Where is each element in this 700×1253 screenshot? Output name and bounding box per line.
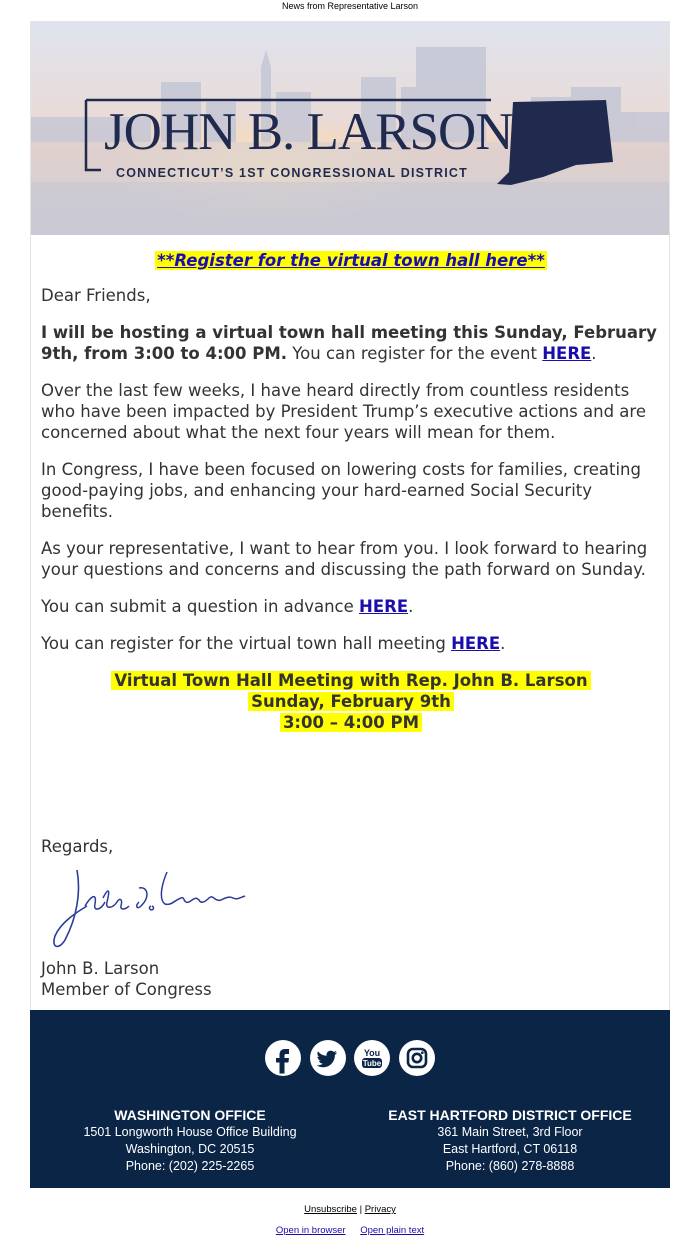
signature-image (47, 862, 247, 954)
twitter-icon[interactable] (310, 1040, 346, 1076)
paragraph-congress: In Congress, I have been focused on lowering costs for families, creating good-paying jobs, and enhancing your hard-earned Social Security benefits. (41, 460, 641, 521)
washington-office-address-2: Washington, DC 20515 (125, 1142, 255, 1156)
signer-name: John B. Larson (41, 959, 160, 978)
preheader-text: News from Representative Larson (281, 1, 419, 11)
greeting: Dear Friends, (41, 286, 151, 305)
unsubscribe-link[interactable]: Unsubscribe (304, 1204, 357, 1215)
register-event-link[interactable]: HERE (542, 344, 592, 363)
footer-links-row-1 (0, 1204, 700, 1215)
footer-links-row-2 (0, 1225, 700, 1236)
event-time: 3:00 – 4:00 PM (280, 713, 422, 732)
paragraph-submit-question (41, 596, 661, 617)
facebook-icon[interactable] (265, 1040, 301, 1076)
signer-block (41, 958, 212, 1000)
footer (30, 1010, 670, 1188)
instagram-icon[interactable] (399, 1040, 435, 1076)
event-title: Virtual Town Hall Meeting with Rep. John B. Larson (111, 671, 590, 690)
regards: Regards, (41, 837, 114, 856)
paragraph-residents: Over the last few weeks, I have heard directly from countless residents who have been impacted by President Trump’s executive actions and are concerned about what the next four years will mean for them. (41, 381, 646, 442)
event-date: Sunday, February 9th (248, 692, 454, 711)
email-body (41, 250, 661, 999)
links-separator: | (356, 1204, 365, 1215)
banner-title: JOHN B. LARSON (104, 103, 513, 161)
email-card (30, 21, 670, 1011)
register-end: . (500, 634, 506, 653)
submit-question-text: You can submit a question in advance (41, 597, 360, 616)
east-hartford-office-title: EAST HARTFORD DISTRICT OFFICE (388, 1107, 632, 1123)
paragraph-announcement (41, 322, 661, 364)
register-meeting-link[interactable]: HERE (451, 634, 501, 653)
east-hartford-office (360, 1107, 660, 1175)
svg-text:Tube: Tube (362, 1059, 382, 1068)
event-details (41, 670, 661, 733)
washington-office-phone: Phone: (202) 225-2265 (125, 1159, 255, 1173)
register-text: You can register for the virtual town hall meeting (41, 634, 452, 653)
washington-office-address-1: 1501 Longworth House Office Building (83, 1125, 297, 1139)
signer-title: Member of Congress (41, 980, 212, 999)
submit-question-end: . (408, 597, 414, 616)
youtube-icon[interactable] (354, 1040, 390, 1076)
open-plain-text-link[interactable]: Open plain text (360, 1225, 425, 1236)
east-hartford-office-address-1: 361 Main Street, 3rd Floor (437, 1125, 583, 1139)
east-hartford-office-phone: Phone: (860) 278-8888 (445, 1159, 575, 1173)
social-links (30, 1040, 670, 1076)
banner-subtitle: CONNECTICUT’S 1ST CONGRESSIONAL DISTRICT (116, 166, 468, 180)
svg-text:You: You (364, 1048, 381, 1058)
open-in-browser-link[interactable]: Open in browser (275, 1225, 346, 1236)
privacy-link[interactable]: Privacy (364, 1204, 396, 1215)
announcement-bold: I will be hosting a virtual town hall meeting this Sunday, February 9th, from 3:00 to 4:00 PM. (41, 323, 657, 363)
header-banner (31, 22, 669, 235)
washington-office (40, 1107, 340, 1175)
register-link[interactable]: **Register for the virtual town hall here** (157, 251, 545, 270)
east-hartford-office-address-2: East Hartford, CT 06118 (442, 1142, 578, 1156)
announcement-text: You can register for the event (287, 344, 543, 363)
paragraph-representative: As your representative, I want to hear from you. I look forward to hearing your questions and concerns and discussing the path forward on Sunday. (41, 539, 648, 579)
paragraph-register (41, 633, 661, 654)
washington-office-title: WASHINGTON OFFICE (114, 1107, 266, 1123)
register-banner (41, 250, 661, 271)
submit-question-link[interactable]: HERE (359, 597, 409, 616)
announcement-end: . (591, 344, 597, 363)
